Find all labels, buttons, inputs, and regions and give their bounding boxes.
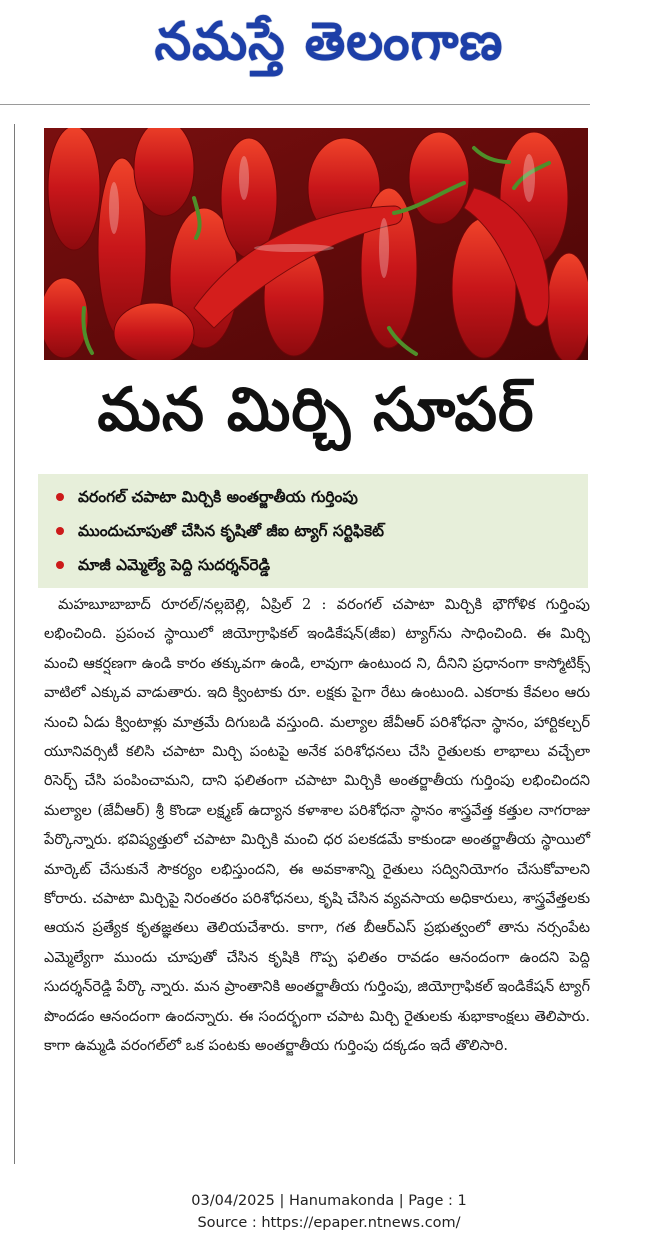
newspaper-logo: నమస్తే తెలంగాణ xyxy=(154,12,504,72)
bullet-icon xyxy=(56,493,64,501)
highlight-text: మాజీ ఎమ్మెల్యే పెద్ది సుదర్శన్‌రెడ్డి xyxy=(78,556,271,574)
article-body xyxy=(44,590,590,1061)
highlight-text: ముందుచూపుతో చేసిన కృషితో జీఐ ట్యాగ్ సర్టిఫికెట్ xyxy=(78,522,384,540)
highlight-text: వరంగల్ చపాటా మిర్చికి అంతర్జాతీయ గుర్తింపు xyxy=(78,488,358,506)
column-rule xyxy=(14,124,15,1164)
highlights-box xyxy=(38,474,588,588)
edition-info: 03/04/2025 | Hanumakonda | Page : 1 xyxy=(191,1193,467,1209)
masthead-divider xyxy=(0,104,590,105)
bullet-icon xyxy=(56,561,64,569)
red-chillies-photo xyxy=(44,128,588,360)
masthead xyxy=(0,0,658,100)
highlight-item xyxy=(56,480,588,514)
highlight-item xyxy=(56,514,588,548)
chillies-illustration xyxy=(44,128,588,360)
highlight-item xyxy=(56,548,588,582)
article-paragraph: మహబూబాబాద్ రూరల్/నల్లబెల్లి, ఏప్రిల్ 2 : వరంగల్ చపాటా మిర్చికి భౌగోళిక గుర్తింపు లభించింది. ప్రపంచ స్థాయిలో జియోగ్రాఫికల్ ఇండికేషన్(జీఐ) ట్యాగ్‌ను సాధించింది. ఈ మిర్చి మంచి ఆకర్షణగా ఉండి కారం తక్కువగా ఉండి, లావుగా ఉంటుంద ని, దీనిని ప్రధానంగా కాస్మోటిక్స్ వాటిలో ఎక్కువ వాడుతారు. ఇది క్వింటాకు రూ. లక్షకు పైగా రేటు ఉంటుంది. ఎకరాకు కేవలం ఆరు నుంచి ఏడు క్వింటాళ్లు మాత్రమే దిగుబడి వస్తుంది. మల్యాల జేవీఆర్ పరిశోధనా స్థానం, హార్టికల్చర్ యూనివర్సిటీ కలిసి చపాటా మిర్చి పంటపై అనేక పరిశోధనలు చేసి రైతులకు లాభాలు వచ్చేలా రిసెర్చ్ చేసి పంపించామని, దాని ఫలితంగా చపాటా మిర్చికి అంతర్జాతీయ గుర్తింపు లభించిందని మల్యాల (జేవీఆర్) శ్రీ కొండా లక్ష్మణ్ ఉద్యాన కళాశాల పరిశోధనా స్థానం శాస్త్రవేత్త కత్తుల నాగరాజు పేర్కొన్నారు. భవిష్యత్తులో చపాటా మిర్చికి మంచి ధర పలకడమే కాకుండా అంతర్జాతీయ స్థాయిలో మార్కెట్ చేసుకునే సౌకర్యం లభిస్తుందని, ఈ అవకాశాన్ని రైతులు సద్వినియోగం చేసుకోవాలని కోరారు. చపాటా మిర్చిపై నిరంతరం పరిశోధనలు, కృషి చేసిన వ్యవసాయ అధికారులు, శాస్త్రవేత్తలకు ఆయన ప్రత్యేక కృతజ్ఞతలు తెలియచేశారు. కాగా, గత బీఆర్‌ఎస్ ప్రభుత్వంలో తాను నర్సంపేట ఎమ్మెల్యేగా ముందు చూపుతో చేసిన కృషికి గొప్ప ఫలితం రావడం ఆనందంగా ఉందని పెద్ది సుదర్శన్‌రెడ్డి పేర్కొ న్నారు. మన ప్రాంతానికి అంతర్జాతీయ గుర్తింపు, జియోగ్రాఫికల్ ఇండికేషన్ ట్యాగ్ పొందడం ఆనందంగా ఉందన్నారు. ఈ సందర్భంగా చపాట మిర్చి రైతులకు శుభాకాంక్షలు తెలిపారు. కాగా ఉమ్మడి వరంగల్‌లో ఒక పంటకు అంతర్జాతీయ గుర్తింపు దక్కడం ఇదే తొలిసారి. xyxy=(44,596,590,1055)
headline: మన మిర్చి సూపర్ xyxy=(97,375,535,445)
footer xyxy=(0,1190,658,1234)
source-link[interactable]: Source : https://epaper.ntnews.com/ xyxy=(197,1215,461,1231)
bullet-icon xyxy=(56,527,64,535)
